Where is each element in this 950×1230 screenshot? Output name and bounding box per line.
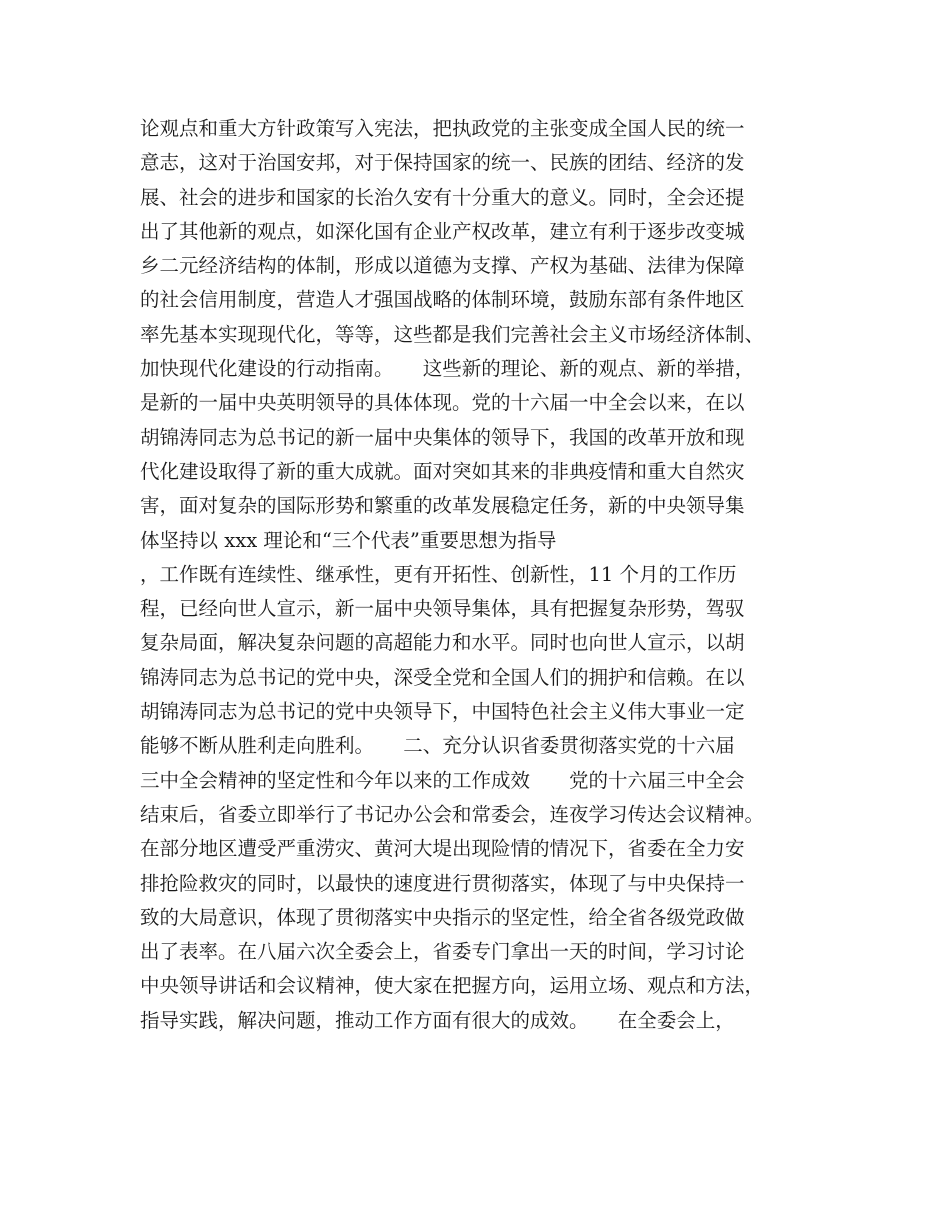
text-line-4: 出了其他新的观点，如深化国有企业产权改革，建立有利于逐步改变城 [140,219,745,243]
text-line-6: 的社会信用制度，营造人才强国战略的体制环境，鼓励东部有条件地区 [140,288,745,312]
text-line-23: 排抢险救灾的同时，以最快的速度进行贯彻落实，体现了与中央保持一 [140,871,745,895]
text-line-14: ，工作既有连续性、继承性，更有开拓性、创新性，11 个月的工作历 [140,562,737,586]
text-line-24: 致的大局意识，体现了贯彻落实中央指示的坚定性，给全省各级党政做 [140,905,745,929]
text-line-17: 锦涛同志为总书记的党中央，深受全党和全国人们的拥护和信赖。在以 [140,665,745,689]
text-line-22: 在部分地区遭受严重涝灾、黄河大堤出现险情的情况下，省委在全力安 [140,837,745,861]
text-line-27: 指导实践，解决问题，推动工作方面有很大的成效。 在全委会上， [140,1008,735,1032]
text-line-21: 结束后，省委立即举行了书记办公会和常委会，连夜学习传达会议精神。 [140,802,765,826]
text-line-25: 出了表率。在八届六次全委会上，省委专门拿出一天的时间，学习讨论 [140,940,745,964]
text-line-18: 胡锦涛同志为总书记的党中央领导下，中国特色社会主义伟大事业一定 [140,700,745,724]
text-line-1: 论观点和重大方针政策写入宪法，把执政党的主张变成全国人民的统一 [140,117,745,140]
text-line-20: 三中全会精神的坚定性和今年以来的工作成效 党的十六届三中全会 [140,768,745,792]
text-line-15: 程，已经向世人宣示，新一届中央领导集体，具有把握复杂形势，驾驭 [140,597,745,621]
text-line-2: 意志，这对于治国安邦，对于保持国家的统一、民族的团结、经济的发 [140,151,745,175]
text-line-13: 体坚持以 xxx 理论和“三个代表”重要思想为指导 [140,528,557,552]
text-line-26: 中央领导讲话和会议精神，使大家在把握方向，运用立场、观点和方法， [140,974,765,998]
text-line-19: 能够不断从胜利走向胜利。 二、充分认识省委贯彻落实党的十六届 [140,734,735,758]
text-line-12: 害，面对复杂的国际形势和繁重的改革发展稳定任务，新的中央领导集 [140,494,745,518]
text-line-9: 是新的一届中央英明领导的具体体现。党的十六届一中全会以来，在以 [140,391,745,415]
text-line-3: 展、社会的进步和国家的长治久安有十分重大的意义。同时，全会还提 [140,185,745,209]
body-text [140,112,830,1038]
text-line-7: 率先基本实现现代化，等等，这些都是我们完善社会主义市场经济体制、 [140,322,765,346]
text-line-11: 代化建设取得了新的重大成就。面对突如其来的非典疫情和重大自然灾 [140,459,745,483]
text-line-16: 复杂局面，解决复杂问题的高超能力和水平。同时也向世人宣示，以胡 [140,631,745,655]
text-line-8: 加快现代化建设的行动指南。 这些新的理论、新的观点、新的举措， [140,357,755,381]
text-line-5: 乡二元经济结构的体制，形成以道德为支撑、产权为基础、法律为保障 [140,254,745,278]
text-line-10: 胡锦涛同志为总书记的新一届中央集体的领导下，我国的改革开放和现 [140,425,745,449]
